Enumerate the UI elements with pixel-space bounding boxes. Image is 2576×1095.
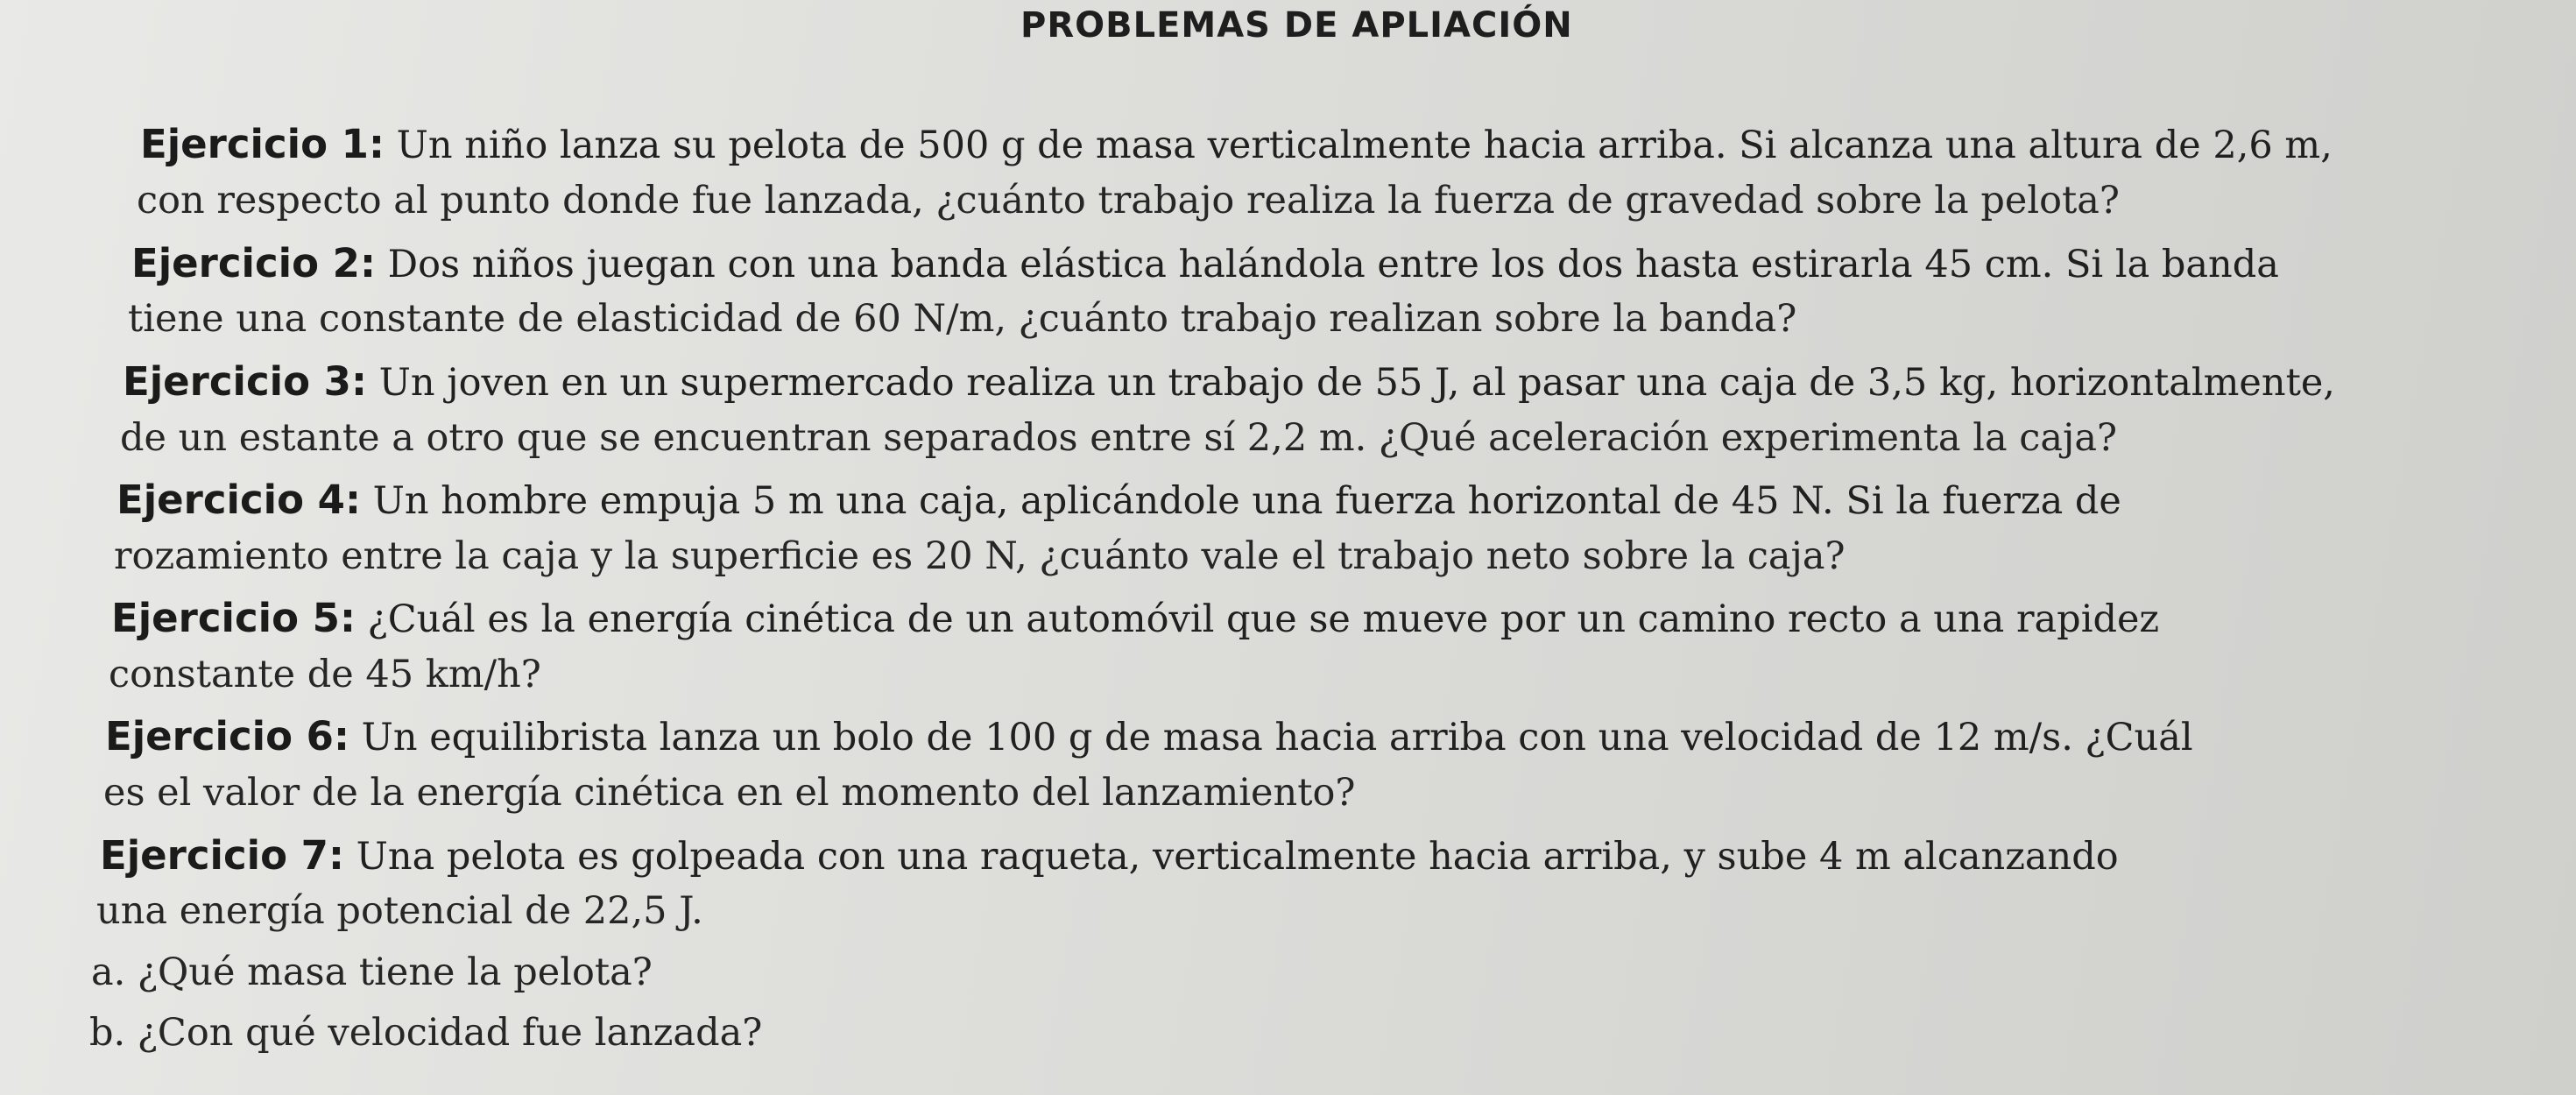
exercise-2-text-1: Dos niños juegan con una banda elástica halándola entre los dos hasta estirarla 45 cm. Si la banda [375, 243, 2279, 286]
exercise-5-line-2: constante de 45 km/h? [109, 653, 541, 696]
exercise-6-line-2: es el valor de la energía cinética en el momento del lanzamiento? [103, 771, 1356, 815]
exercise-1-line-1 [140, 121, 2333, 167]
exercise-3-line-2: de un estante a otro que se encuentran separados entre sí 2,2 m. ¿Qué aceleración experimenta la caja? [120, 416, 2118, 460]
exercise-7-label: Ejercicio 7: [100, 832, 344, 879]
exercise-4-line-1 [116, 477, 2121, 523]
page-title: PROBLEMAS DE APLIACIÓN [1020, 5, 1573, 46]
exercise-2-label: Ejercicio 2: [131, 240, 376, 286]
exercise-7-line-2: una energía potencial de 22,5 J. [96, 889, 703, 933]
exercise-5-label: Ejercicio 5: [111, 595, 356, 641]
exercise-2-line-2: tiene una constante de elasticidad de 60 N/m, ¿cuánto trabajo realizan sobre la banda? [128, 297, 1797, 341]
exercise-7-text-1: Una pelota es golpeada con una raqueta, verticalmente hacia arriba, y sube 4 m alcanzando [343, 835, 2119, 879]
subquestion-b: b. ¿Con qué velocidad fue lanzada? [89, 1011, 763, 1055]
exercise-1-text-1: Un niño lanza su pelota de 500 g de masa verticalmente hacia arriba. Si alcanza una altura de 2,6 m, [384, 124, 2333, 167]
exercise-7-line-1 [100, 832, 2119, 879]
exercise-1-label: Ejercicio 1: [140, 121, 385, 167]
exercise-4-line-2: rozamiento entre la caja y la superficie es 20 N, ¿cuánto vale el trabajo neto sobre la caja? [114, 534, 1846, 578]
exercise-2-line-1 [131, 240, 2279, 286]
exercise-4-label: Ejercicio 4: [116, 477, 361, 523]
exercise-6-label: Ejercicio 6: [105, 713, 349, 759]
exercise-6-text-1: Un equilibrista lanza un bolo de 100 g de masa hacia arriba con una velocidad de 12 m/s. ¿Cuál [349, 716, 2193, 759]
exercise-5-text-1: ¿Cuál es la energía cinética de un automóvil que se mueve por un camino recto a una rapidez [355, 597, 2160, 641]
exercise-1-line-2: con respecto al punto donde fue lanzada, ¿cuánto trabajo realiza la fuerza de gravedad sobre la pelota? [137, 179, 2120, 223]
subquestion-a: a. ¿Qué masa tiene la pelota? [91, 950, 653, 994]
exercise-3-label: Ejercicio 3: [123, 358, 367, 405]
exercise-5-line-1 [111, 595, 2160, 641]
exercise-3-text-1: Un joven en un supermercado realiza un trabajo de 55 J, al pasar una caja de 3,5 kg, horizontalmente, [366, 361, 2335, 405]
exercise-3-line-1 [123, 358, 2335, 405]
exercise-4-text-1: Un hombre empuja 5 m una caja, aplicándole una fuerza horizontal de 45 N. Si la fuerza de [360, 479, 2121, 523]
exercise-6-line-1 [105, 713, 2193, 759]
